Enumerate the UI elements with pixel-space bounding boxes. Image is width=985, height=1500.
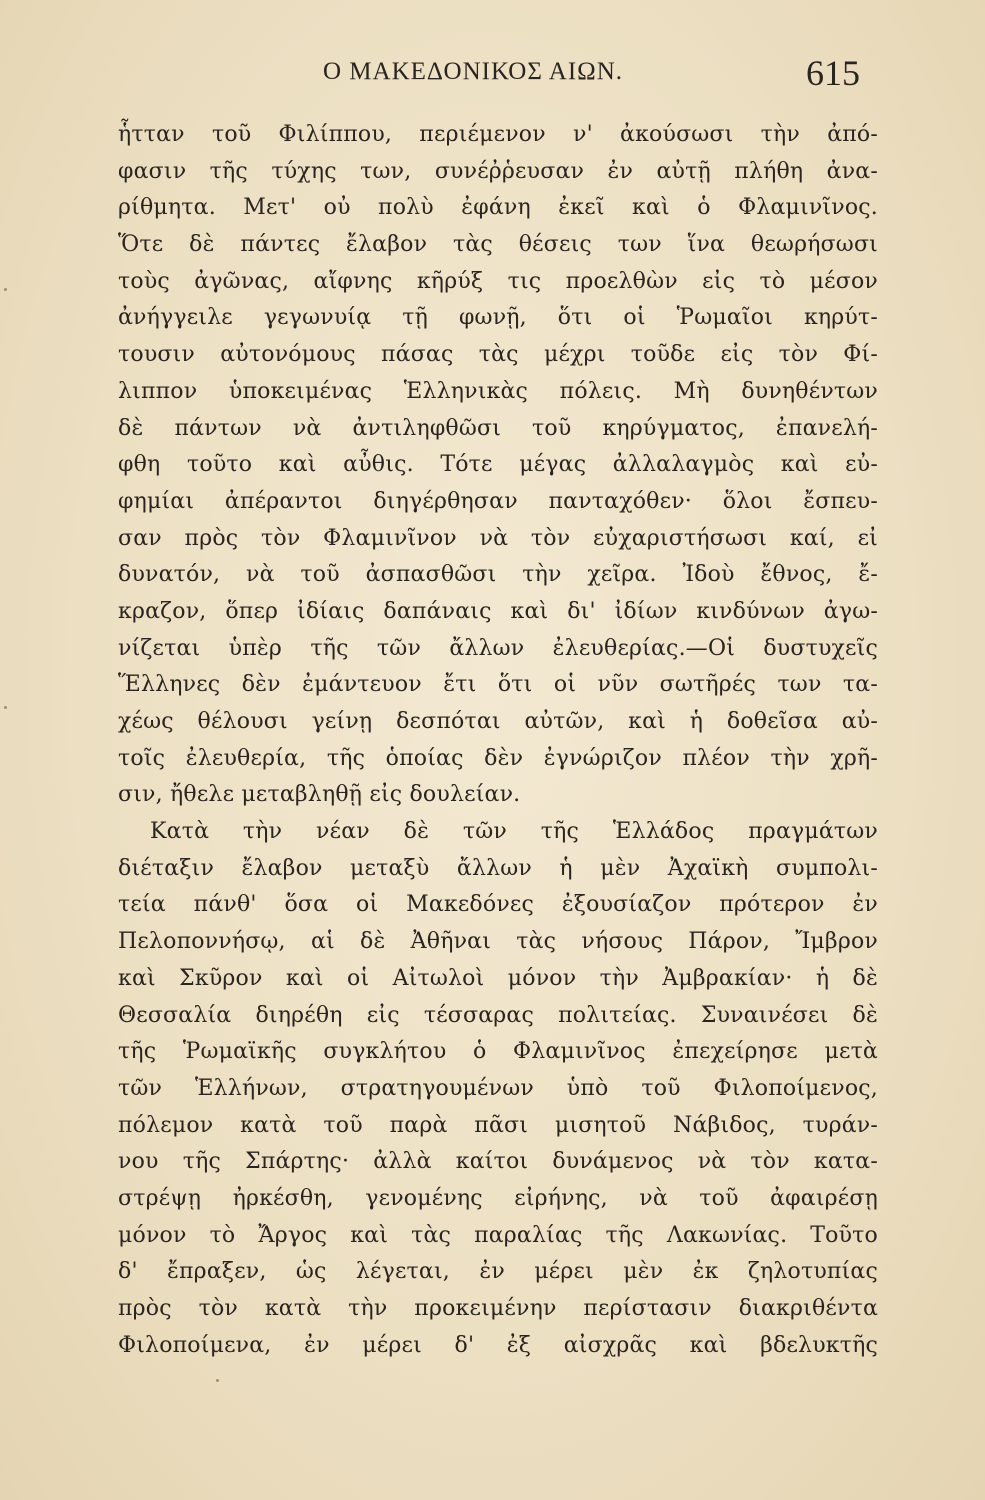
text-line: πόλεμον κατὰ τοῦ παρὰ πᾶσι μισητοῦ Νάβιδος, τυράν- — [118, 1112, 878, 1138]
text-line: δ' ἔπραξεν, ὡς λέγεται, ἐν μέρει μὲν ἐκ ζηλοτυπίας — [118, 1259, 878, 1285]
text-line: ἀνήγγειλε γεγωνυίᾳ τῇ φωνῇ, ὅτι οἱ Ῥωμαῖοι κηρύτ- — [118, 305, 878, 331]
text-line: φημίαι ἀπέραντοι διηγέρθησαν πανταχόθεν· ὅλοι ἔσπευ- — [118, 488, 878, 514]
text-line: σαν πρὸς τὸν Φλαμινῖνον νὰ τὸν εὐχαριστήσωσι καί, εἰ — [118, 525, 878, 551]
paragraph-2 — [118, 814, 878, 1364]
text-line: Ἕλληνες δὲν ἐμάντευον ἔτι ὅτι οἱ νῦν σωτῆρές των τα- — [118, 672, 878, 698]
text-line: νίζεται ὑπὲρ τῆς τῶν ἄλλων ἐλευθερίας.—Οἱ δυστυχεῖς — [118, 635, 878, 661]
text-line: τοὺς ἀγῶνας, αἴφνης κῆρύξ τις προελθὼν εἰς τὸ μέσον — [118, 268, 878, 294]
text-line: καὶ Σκῦρον καὶ οἱ Αἰτωλοὶ μόνον τὴν Ἀμβρακίαν· ἡ δὲ — [118, 965, 878, 991]
text-line: τουσιν αὐτονόμους πάσας τὰς μέχρι τοῦδε εἰς τὸν Φί- — [118, 342, 878, 368]
text-line: στρέψῃ ἠρκέσθη, γενομένης εἰρήνης, νὰ τοῦ ἀφαιρέσῃ — [118, 1185, 878, 1211]
text-line: δυνατόν, νὰ τοῦ ἀσπασθῶσι τὴν χεῖρα. Ἰδοὺ ἔθνος, ἔ- — [118, 562, 878, 588]
text-line: σιν, ἤθελε μεταβληθῇ εἰς δουλείαν. — [118, 782, 521, 808]
text-line: Πελοποννήσῳ, αἱ δὲ Ἀθῆναι τὰς νήσους Πάρον, Ἴμβρον — [118, 929, 878, 955]
text-line: χέως θέλουσι γείνῃ δεσπόται αὐτῶν, καὶ ἡ δοθεῖσα αὐ- — [118, 709, 878, 734]
page-number: 615 — [806, 53, 860, 93]
text-line: νου τῆς Σπάρτης· ἀλλὰ καίτοι δυνάμενος νὰ τὸν κατα- — [118, 1149, 878, 1175]
text-line: τῆς Ῥωμαϊκῆς συγκλήτου ὁ Φλαμινῖνος ἐπεχείρησε μετὰ — [118, 1039, 878, 1065]
ink-speck — [216, 1379, 219, 1382]
text-line: μόνον τὸ Ἄργος καὶ τὰς παραλίας τῆς Λακωνίας. Τοῦτο — [118, 1222, 878, 1248]
text-line: τεία πάνθ' ὅσα οἱ Μακεδόνες ἐξουσίαζον πρότερον ἐν — [118, 892, 878, 918]
text-line: ρίθμητα. Μετ' οὐ πολὺ ἐφάνη ἐκεῖ καὶ ὁ Φλαμινῖνος. — [118, 195, 878, 221]
text-line: λιππον ὑποκειμένας Ἑλληνικὰς πόλεις. Μὴ δυνηθέντων — [118, 378, 878, 404]
text-line: φασιν τῆς τύχης των, συνέῤῥευσαν ἐν αὐτῇ πλήθη ἀνα- — [118, 158, 878, 184]
text-line: κραζον, ὅπερ ἰδίαις δαπάναις καὶ δι' ἰδίων κινδύνων ἀγω- — [118, 598, 878, 624]
running-head: Ο ΜΑΚΕΔΟΝΙΚΟΣ ΑΙΩΝ. — [323, 58, 624, 85]
margin-speck — [4, 706, 7, 709]
text-line: τῶν Ἑλλήνων, στρατηγουμένων ὑπὸ τοῦ Φιλοποίμενος, — [118, 1075, 878, 1101]
text-line: τοῖς ἐλευθερία, τῆς ὁποίας δὲν ἐγνώριζον πλέον τὴν χρῆ- — [118, 745, 878, 771]
body-text — [118, 117, 878, 1364]
paragraph-1 — [118, 117, 878, 814]
text-line: Θεσσαλία διηρέθη εἰς τέσσαρας πολιτείας. Συναινέσει δὲ — [118, 1002, 878, 1028]
text-line: Φιλοποίμενα, ἐν μέρει δ' ἐξ αἰσχρᾶς καὶ βδελυκτῆς — [118, 1332, 878, 1358]
text-line: πρὸς τὸν κατὰ τὴν προκειμένην περίστασιν διακριθέντα — [118, 1296, 878, 1321]
text-line: Ὅτε δὲ πάντες ἔλαβον τὰς θέσεις των ἵνα θεωρήσωσι — [118, 232, 878, 258]
text-line: δὲ πάντων νὰ ἀντιληφθῶσι τοῦ κηρύγματος, ἐπανελή- — [118, 415, 878, 441]
text-line: φθη τοῦτο καὶ αὖθις. Τότε μέγας ἀλλαλαγμὸς καὶ εὐ- — [118, 452, 878, 478]
text-line: ἧτταν τοῦ Φιλίππου, περιέμενον ν' ἀκούσωσι τὴν ἀπό- — [118, 122, 878, 147]
text-line: διέταξιν ἔλαβον μεταξὺ ἄλλων ἡ μὲν Ἀχαϊκὴ συμπολι- — [118, 855, 878, 881]
margin-speck — [4, 288, 7, 291]
text-line: Κατὰ τὴν νέαν δὲ τῶν τῆς Ἑλλάδος πραγμάτων — [150, 819, 878, 845]
page-header — [118, 52, 860, 102]
